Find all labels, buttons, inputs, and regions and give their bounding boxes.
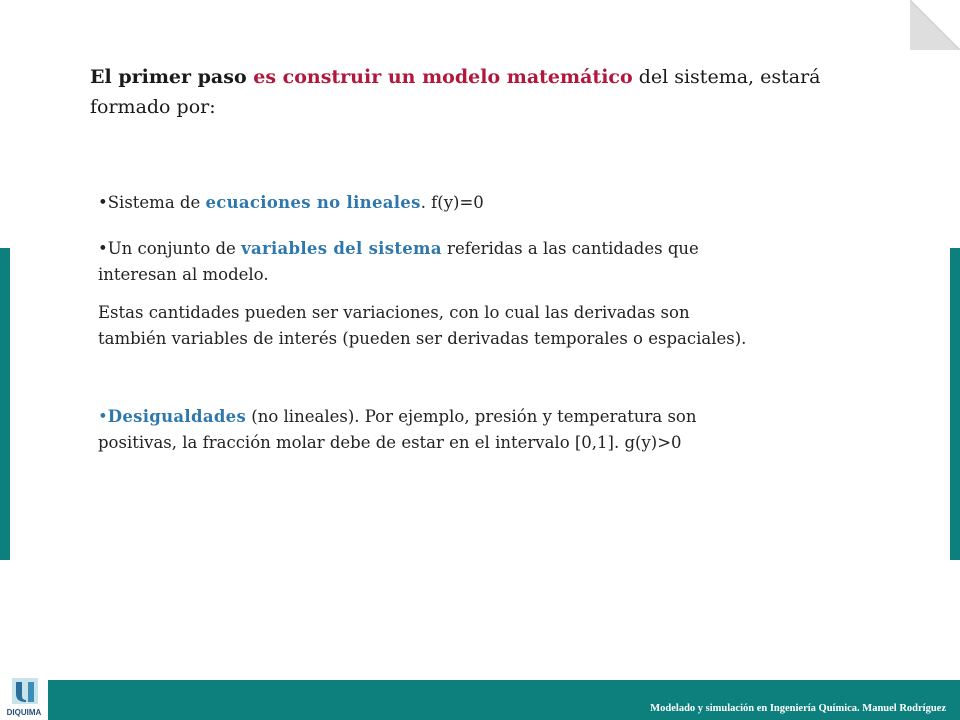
- bullet-text: referidas a las cantidades que interesan al modelo.: [98, 239, 699, 284]
- logo-text: DIQUIMA: [6, 708, 42, 717]
- bullet-text: (no lineales). Por ejemplo, presión y temperatura son positivas, la fracción molar debe de estar en el intervalo [0,1]. g(y)>0: [98, 407, 697, 452]
- bullet-desigualdades: [98, 404, 778, 456]
- heading-accent: es construir un modelo matemático: [253, 66, 633, 88]
- heading-part-1: El primer paso: [90, 66, 254, 88]
- bullet-term: ecuaciones no lineales: [205, 193, 421, 212]
- slide-heading: [90, 62, 850, 122]
- bullet-icon: •: [98, 239, 108, 258]
- variables-paragraph: Estas cantidades pueden ser variaciones, con lo cual las derivadas son también variables de interés (pueden ser derivadas temporales o espaciales).: [98, 303, 747, 348]
- bullet-text: Un conjunto de: [107, 239, 242, 258]
- left-accent-bar: [0, 248, 10, 560]
- bullet-term: Desigualdades: [107, 407, 247, 426]
- heading-part-3: del sistema, estará formado por:: [90, 66, 821, 118]
- bullet-icon: •: [98, 407, 108, 426]
- footer-text: Modelado y simulación en Ingeniería Química. Manuel Rodríguez: [650, 703, 946, 714]
- bullet-text: . f(y)=0: [420, 193, 484, 212]
- bullet-ecuaciones: [98, 190, 778, 216]
- footer-bar: [48, 680, 960, 720]
- right-accent-bar: [950, 248, 960, 560]
- bullet-icon: •: [98, 193, 108, 212]
- bullet-variables: [98, 236, 778, 288]
- bullet-term: variables del sistema: [241, 239, 442, 258]
- page-curl-icon: [910, 0, 960, 50]
- bullet-text: Sistema de: [107, 193, 206, 212]
